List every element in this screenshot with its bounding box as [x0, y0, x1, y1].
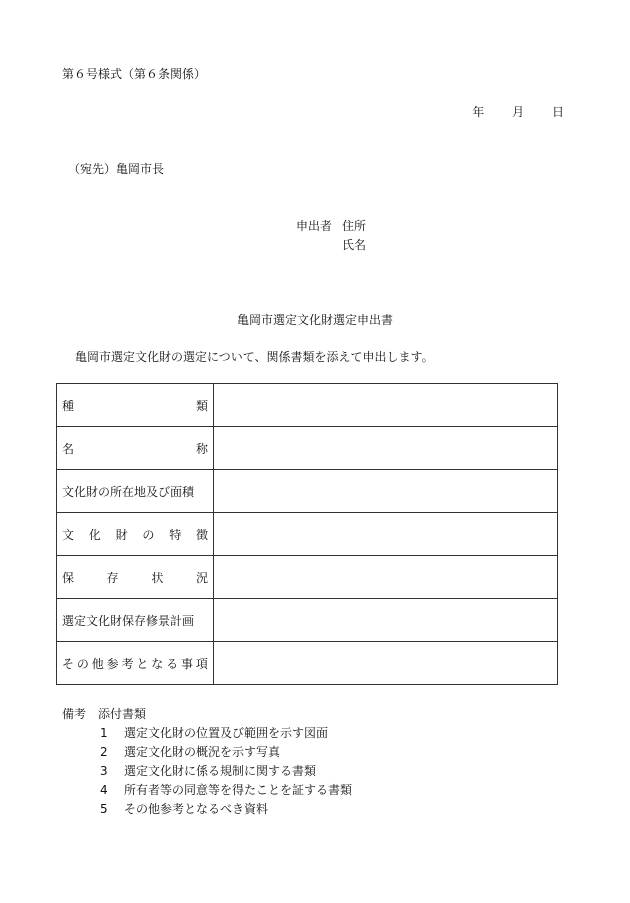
- table-row: [57, 470, 558, 513]
- date-line: [472, 103, 564, 120]
- row-label: 文化財の所在地及び面積: [62, 484, 195, 499]
- row-label-cell: [57, 427, 214, 470]
- note-item-number: 3: [100, 764, 108, 778]
- table-row: [57, 384, 558, 427]
- date-year-label: 年: [472, 105, 485, 119]
- row-value-cell[interactable]: [214, 599, 558, 642]
- note-item: [62, 800, 352, 819]
- row-label: 名 称: [62, 441, 208, 456]
- applicant-label: 申出者: [296, 219, 333, 233]
- name-label: 氏名: [342, 238, 367, 252]
- row-label-cell: [57, 384, 214, 427]
- notes-subheading: 添付書類: [98, 707, 147, 721]
- applicant-block: [296, 217, 366, 255]
- row-label-cell: [57, 513, 214, 556]
- row-value-cell[interactable]: [214, 642, 558, 685]
- note-item-number: 4: [100, 783, 108, 797]
- application-table: [56, 383, 558, 685]
- row-value-cell[interactable]: [214, 427, 558, 470]
- date-day-label: 日: [551, 105, 564, 119]
- row-label: 種 類: [62, 398, 208, 413]
- row-label-cell: [57, 642, 214, 685]
- row-value-cell[interactable]: [214, 470, 558, 513]
- note-item: [62, 724, 352, 743]
- table-row: [57, 642, 558, 685]
- document-title: 亀岡市選定文化財選定申出書: [236, 313, 393, 327]
- row-value-cell[interactable]: [214, 513, 558, 556]
- note-item-text: 選定文化財の概況を示す写真: [124, 745, 281, 759]
- table-row: [57, 427, 558, 470]
- lead-text: 亀岡市選定文化財の選定について、関係書類を添えて申出します。: [75, 350, 434, 364]
- note-item: [62, 781, 352, 800]
- row-label-cell: [57, 556, 214, 599]
- note-item-text: その他参考となるべき資料: [124, 802, 269, 816]
- applicant-name-row: [296, 236, 366, 255]
- note-item-number: 5: [100, 802, 108, 816]
- row-label: 保 存 状 況: [62, 570, 208, 585]
- form-number: 第６号様式（第６条関係）: [62, 67, 207, 81]
- notes-heading-row: [62, 705, 352, 724]
- note-item-text: 選定文化財に係る規制に関する書類: [124, 764, 317, 778]
- note-item-text: 選定文化財の位置及び範囲を示す図面: [124, 726, 329, 740]
- applicant-address-row: [296, 217, 366, 236]
- row-value-cell[interactable]: [214, 384, 558, 427]
- table-row: [57, 599, 558, 642]
- note-item: [62, 743, 352, 762]
- notes-heading: 備考: [62, 707, 87, 721]
- row-label-cell: [57, 470, 214, 513]
- date-month-label: 月: [512, 105, 525, 119]
- note-item-number: 1: [100, 726, 108, 740]
- row-label-cell: [57, 599, 214, 642]
- row-label: 文 化 財 の 特 徴: [62, 527, 208, 542]
- note-item-text: 所有者等の同意等を得たことを証する書類: [124, 783, 353, 797]
- address-label: 住所: [342, 219, 367, 233]
- note-item-number: 2: [100, 745, 108, 759]
- addressee: （宛先）亀岡市長: [68, 162, 165, 176]
- notes-section: [62, 705, 352, 819]
- row-label: そ の 他 参 考 と な る 事 項: [62, 656, 208, 671]
- table-row: [57, 556, 558, 599]
- row-label: 選定文化財保存修景計画: [62, 613, 195, 628]
- row-value-cell[interactable]: [214, 556, 558, 599]
- note-item: [62, 762, 352, 781]
- table-row: [57, 513, 558, 556]
